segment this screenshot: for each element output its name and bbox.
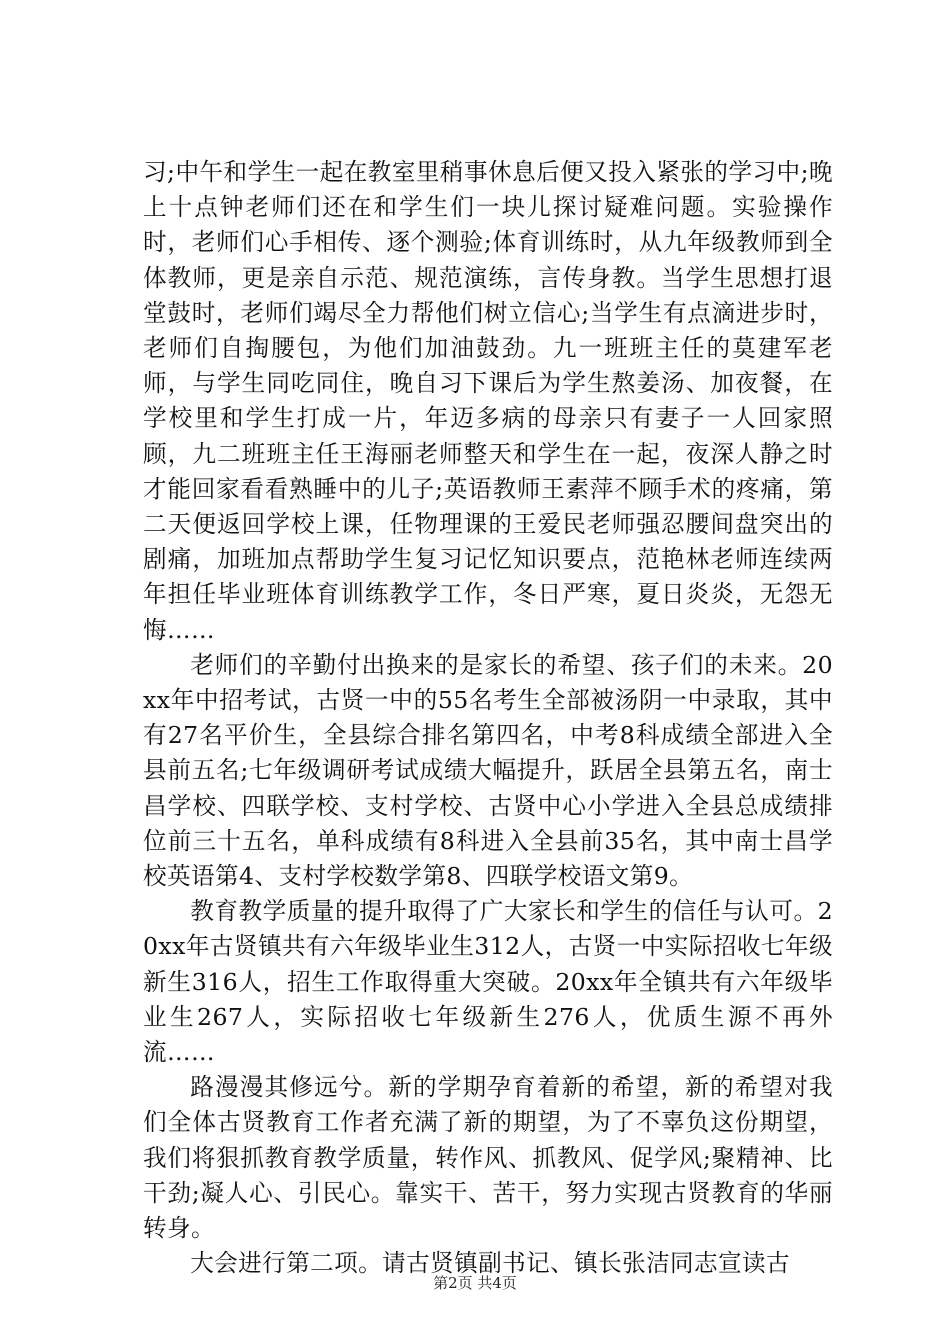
paragraph-enrollment: 教育教学质量的提升取得了广大家长和学生的信任与认可。20xx年古贤镇共有六年级毕业生312人，古贤一中实际招收七年级新生316人，招生工作取得重大突破。20xx年全镇共有六年级毕业生267人，实际招收七年级新生276人，优质生源不再外流…… (143, 897, 833, 1067)
paragraph-outlook: 路漫漫其修远兮。新的学期孕育着新的希望，新的希望对我们全体古贤教育工作者充满了新的期望，为了不辜负这份期望，我们将狠抓教育教学质量，转作风、抓教风、促学风;聚精神、比干劲;凝人心、引民心。靠实干、苦干，努力实现古贤教育的华丽转身。 (143, 1073, 833, 1243)
paragraph-continued: 习;中午和学生一起在教室里稍事休息后便又投入紧张的学习中;晚上十点钟老师们还在和学生们一块儿探讨疑难问题。实验操作时，老师们心手相传、逐个测验;体育训练时，从九年级教师到全体教师，更是亲自示范、规范演练，言传身教。当学生思想打退堂鼓时，老师们竭尽全力帮他们树立信心;当学生有点滴进步时，老师们自掏腰包，为他们加油鼓劲。九一班班主任的莫建军老师，与学生同吃同住，晚自习下课后为学生熬姜汤、加夜餐，在学校里和学生打成一片，年迈多病的母亲只有妻子一人回家照顾，九二班班主任王海丽老师整天和学生在一起，夜深人静之时才能回家看看熟睡中的儿子;英语教师王素萍不顾手术的疼痛，第二天便返回学校上课，任物理课的王爱民老师强忍腰间盘突出的剧痛，加班加点帮助学生复习记忆知识要点，范艳林老师连续两年担任毕业班体育训练教学工作，冬日严寒，夏日炎炎，无怨无悔…… (143, 158, 833, 644)
paragraph-exam-results: 老师们的辛勤付出换来的是家长的希望、孩子们的未来。20xx年中招考试，古贤一中的55名考生全部被汤阴一中录取，其中有27名平价生，全县综合排名第四名，中考8科成绩全部进入全县前五名;七年级调研考试成绩大幅提升，跃居全县第五名，南士昌学校、四联学校、支村学校、古贤中心小学进入全县总成绩排位前三十五名，单科成绩有8科进入全县前35名，其中南士昌学校英语第4、支村学校数学第8、四联学校语文第9。 (143, 650, 833, 891)
paragraph-agenda: 大会进行第二项。请古贤镇副书记、镇长张洁同志宣读古 (190, 1249, 791, 1278)
page-footer: 第2页 共4页 (433, 1274, 517, 1292)
document-body (143, 155, 833, 1282)
